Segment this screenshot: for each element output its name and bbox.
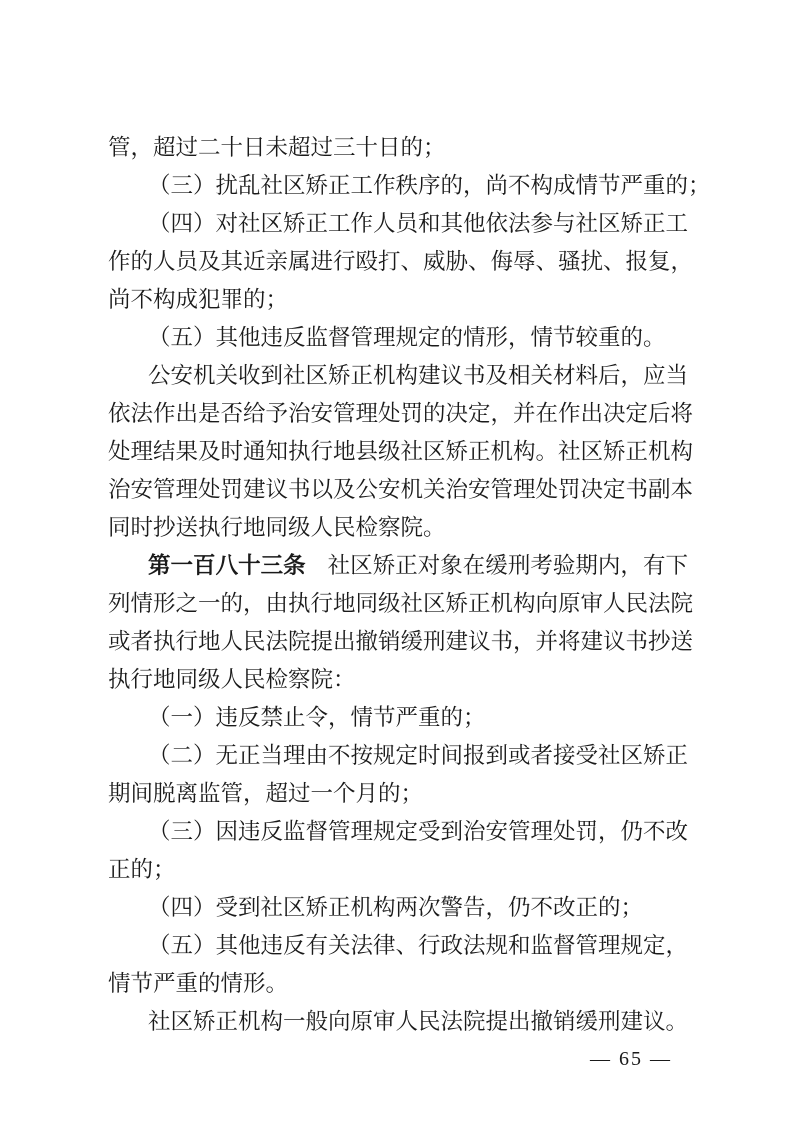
page-number: — 65 —	[590, 1048, 672, 1070]
text-line: 管，超过二十日未超过三十日的；	[108, 135, 446, 161]
text-line: 尚不构成犯罪的；	[108, 287, 289, 313]
text-line: 情节严重的情形。	[108, 971, 289, 997]
text-line: 正的；	[108, 857, 176, 883]
text-line: （四）对社区矫正工作人员和其他依法参与社区矫正工	[148, 211, 689, 237]
text-line: 同时抄送执行地同级人民检察院。	[108, 515, 446, 541]
text-line: 公安机关收到社区矫正机构建议书及相关材料后，应当	[148, 363, 689, 389]
text-line: 列情形之一的，由执行地同级社区矫正机构向原审人民法院	[108, 591, 694, 617]
text-line: 执行地同级人民检察院：	[108, 667, 356, 693]
text-line: 处理结果及时通知执行地县级社区矫正机构。社区矫正机构	[108, 439, 694, 465]
text-line: 作的人员及其近亲属进行殴打、威胁、侮辱、骚扰、报复，	[108, 249, 694, 275]
text-line: 治安管理处罚建议书以及公安机关治安管理处罚决定书副本	[108, 477, 694, 503]
text-line: 依法作出是否给予治安管理处罚的决定，并在作出决定后将	[108, 401, 694, 427]
text-line: （三）扰乱社区矫正工作秩序的，尚不构成情节严重的；	[148, 173, 711, 199]
article-heading: 第一百八十三条	[148, 553, 306, 579]
text-line: 期间脱离监管，超过一个月的；	[108, 781, 424, 807]
text-line: 社区矫正机构一般向原审人民法院提出撤销缓刑建议。	[148, 1009, 689, 1035]
text-line: （四）受到社区矫正机构两次警告，仍不改正的；	[148, 895, 644, 921]
text-line: 或者执行地人民法院提出撤销缓刑建议书，并将建议书抄送	[108, 629, 694, 655]
text-line: （二）无正当理由不按规定时间报到或者接受社区矫正	[148, 743, 689, 769]
text-line: （五）其他违反有关法律、行政法规和监督管理规定，	[148, 933, 689, 959]
text-line: （一）违反禁止令，情节严重的；	[148, 705, 486, 731]
text-line: （三）因违反监督管理规定受到治安管理处罚，仍不改	[148, 819, 689, 845]
article-line	[148, 551, 688, 581]
text-line: 社区矫正对象在缓刑考验期内，有下	[327, 553, 688, 579]
text-line: （五）其他违反监督管理规定的情形，情节较重的。	[148, 325, 666, 351]
